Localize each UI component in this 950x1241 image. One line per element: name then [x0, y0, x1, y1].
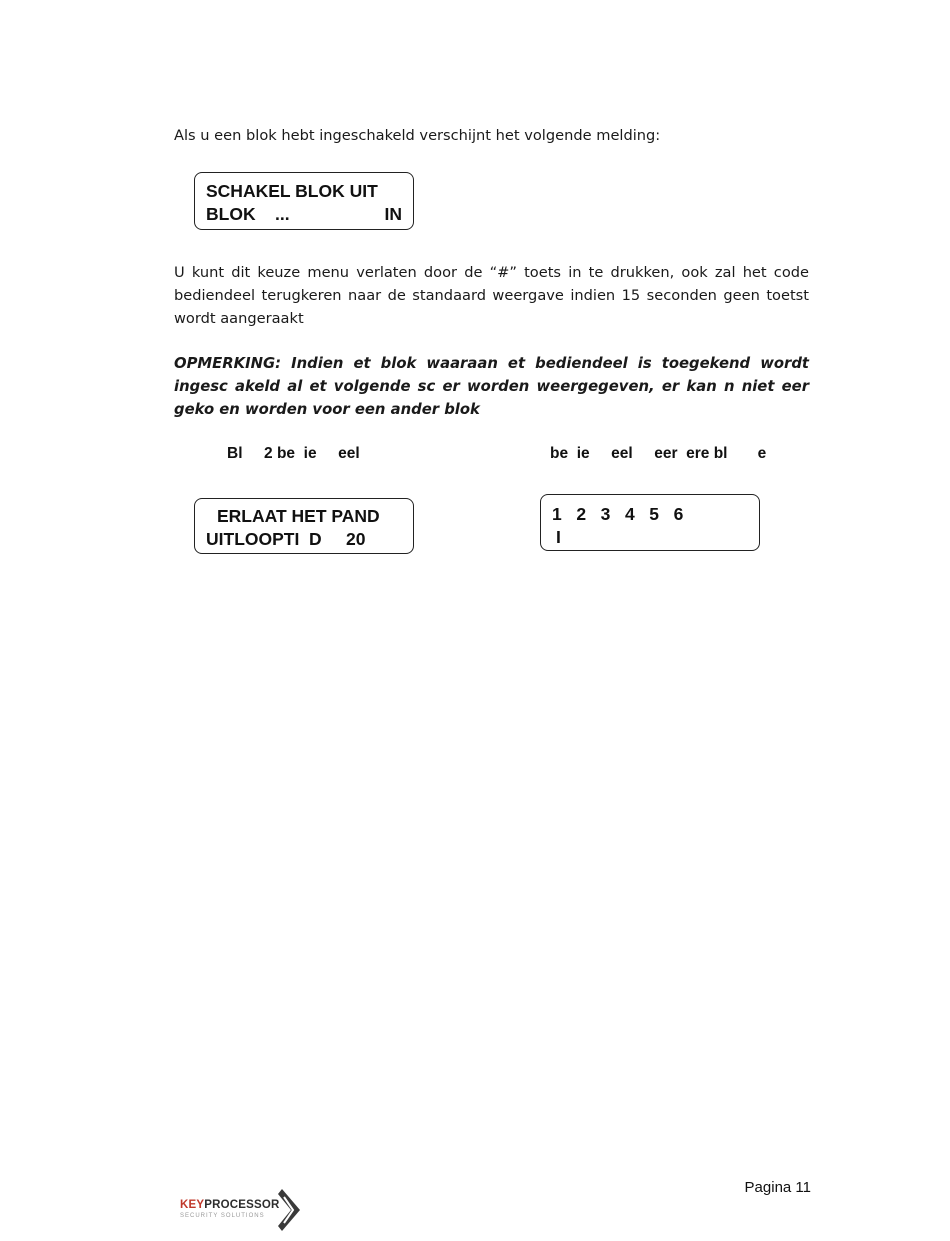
logo-processor: PROCESSOR — [204, 1199, 280, 1211]
caption-right: be ie eel eer ere bl e — [550, 445, 767, 462]
keyprocessor-logo — [178, 1188, 302, 1232]
lcd-display-block-on — [194, 172, 414, 230]
logo-key: KEY — [180, 1199, 205, 1211]
intro-text: Als u een blok hebt ingeschakeld verschijnt het volgende melding: — [174, 127, 661, 144]
lcd-line-2-right: IN — [384, 204, 402, 224]
lcd-line-2: I — [556, 527, 561, 547]
logo-arrow-icon — [278, 1188, 302, 1232]
note-paragraph: OPMERKING: Indien et blok waaraan et bediendeel is toegekend wordt ingesc akeld al et volgende sc er worden weergegeven, er kan n niet eer geko en worden voor een ander blok — [174, 355, 809, 418]
lcd-line-1: 1 2 3 4 5 6 — [552, 504, 684, 524]
lcd-display-blocks — [540, 494, 760, 551]
caption-left: Bl 2 be ie eel — [227, 445, 360, 462]
lcd-line-2: UITLOOPTI D 20 — [206, 529, 366, 549]
lcd-line-1: ERLAAT HET PAND — [217, 506, 380, 526]
lcd-line-2-left: BLOK ... — [206, 204, 290, 224]
page-number: Pagina 11 — [744, 1179, 811, 1196]
logo-wordmark — [180, 1199, 280, 1211]
lcd-line-1: SCHAKEL BLOK UIT — [206, 181, 378, 201]
exit-instructions: U kunt dit keuze menu verlaten door de “#” toets in te drukken, ook zal het code bediendeel terugkeren naar de standaard weergave indien 15 seconden geen toetst wordt aangeraakt — [174, 264, 809, 327]
logo-tagline: SECURITY SOLUTIONS — [180, 1213, 265, 1219]
lcd-display-exit — [194, 498, 414, 554]
